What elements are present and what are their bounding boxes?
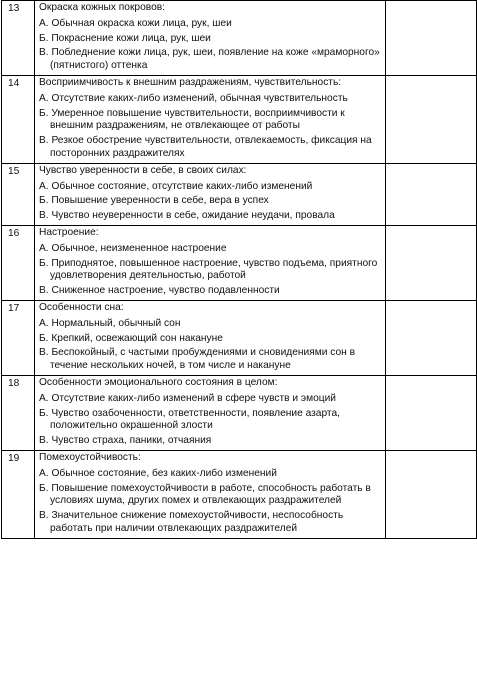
question-body (35, 163, 386, 225)
question-title: Чувство уверенности в себе, в своих силах: (39, 164, 247, 176)
questionnaire-table (1, 0, 477, 539)
answer-options (39, 468, 381, 536)
question-number: 17 (2, 300, 35, 375)
answer-option: В. Сниженное настроение, чувство подавленности (39, 285, 280, 297)
answer-option: В. Резкое обострение чувствительности, отвлекаемость, фиксация на посторонних раздражителях (39, 135, 372, 159)
answer-option: В. Побледнение кожи лица, рук, шеи, появление на коже «мраморного» (пятнистого) оттенка (39, 47, 380, 72)
question-row (2, 225, 477, 300)
question-number: 18 (2, 375, 35, 450)
answer-option: В. Беспокойный, с частыми пробуждениями и сновидениями сон в течение нескольких ночей, в том числе и накануне (39, 347, 355, 372)
answer-option: А. Нормальный, обычный сон (39, 317, 181, 329)
question-row (2, 300, 477, 375)
answer-options (39, 18, 381, 73)
question-number: 15 (2, 163, 35, 225)
answer-options (39, 243, 381, 298)
answer-option: А. Обычное состояние, отсутствие каких-либо изменений (39, 180, 313, 192)
answer-option: Б. Повышение помехоустойчивости в работе, способность работать в условиях шума, других помех и отвлекающих раздражителей (39, 482, 371, 507)
question-title: Восприимчивость к внешним раздражениям, чувствительность: (39, 76, 342, 88)
answer-option: Б. Крепкий, освежающий сон накануне (39, 332, 223, 344)
question-row (2, 75, 477, 163)
question-body (35, 1, 386, 76)
question-row (2, 375, 477, 450)
question-body (35, 375, 386, 450)
answer-option: Б. Покраснение кожи лица, рук, шеи (39, 32, 211, 44)
answer-mark-cell[interactable] (386, 450, 477, 538)
question-body (35, 75, 386, 163)
answer-mark-cell[interactable] (386, 75, 477, 163)
question-title: Особенности эмоционального состояния в целом: (39, 376, 278, 388)
answer-option: В. Чувство неуверенности в себе, ожидание неудачи, провала (39, 210, 335, 222)
answer-option: А. Обычная окраска кожи лица, рук, шеи (39, 17, 232, 29)
answer-options (39, 393, 381, 448)
answer-option: Б. Чувство озабоченности, ответственности, появление азарта, положительно окрашенной злости (39, 407, 340, 432)
answer-option: В. Значительное снижение помехоустойчивости, неспособность работать при наличии отвлекающих раздражителей (39, 510, 344, 534)
answer-option: А. Обычное, неизмененное настроение (39, 242, 227, 254)
question-row (2, 450, 477, 538)
question-number: 16 (2, 225, 35, 300)
answer-mark-cell[interactable] (386, 300, 477, 375)
question-number: 14 (2, 75, 35, 163)
question-body (35, 300, 386, 375)
answer-option: А. Отсутствие каких-либо изменений в сфере чувств и эмоций (39, 392, 336, 404)
answer-option: А. Обычное состояние, без каких-либо изменений (39, 467, 277, 479)
question-title: Особенности сна: (39, 301, 124, 313)
answer-option: Б. Приподнятое, повышенное настроение, чувство подъема, приятного удовлетворения деятельностью, работой (39, 257, 378, 282)
question-number: 19 (2, 450, 35, 538)
answer-options (39, 318, 381, 373)
answer-options (39, 181, 381, 223)
answer-mark-cell[interactable] (386, 1, 477, 76)
answer-mark-cell[interactable] (386, 225, 477, 300)
answer-option: Б. Повышение уверенности в себе, вера в успех (39, 195, 269, 207)
question-body (35, 450, 386, 538)
answer-option: А. Отсутствие каких-либо изменений, обычная чувствительность (39, 92, 348, 104)
question-title: Настроение: (39, 226, 99, 238)
question-body (35, 225, 386, 300)
question-title: Окраска кожных покровов: (39, 2, 165, 13)
answer-mark-cell[interactable] (386, 163, 477, 225)
questionnaire-rows (2, 1, 477, 539)
answer-option: Б. Умеренное повышение чувствительности, восприимчивости к внешним раздражениям, не отвлекающее от работы (39, 107, 345, 132)
answer-option: В. Чувство страха, паники, отчаяния (39, 435, 212, 447)
question-row (2, 163, 477, 225)
question-title: Помехоустойчивость: (39, 451, 141, 463)
answer-options (39, 93, 381, 161)
answer-mark-cell[interactable] (386, 375, 477, 450)
question-number: 13 (2, 1, 35, 76)
question-row (2, 1, 477, 76)
